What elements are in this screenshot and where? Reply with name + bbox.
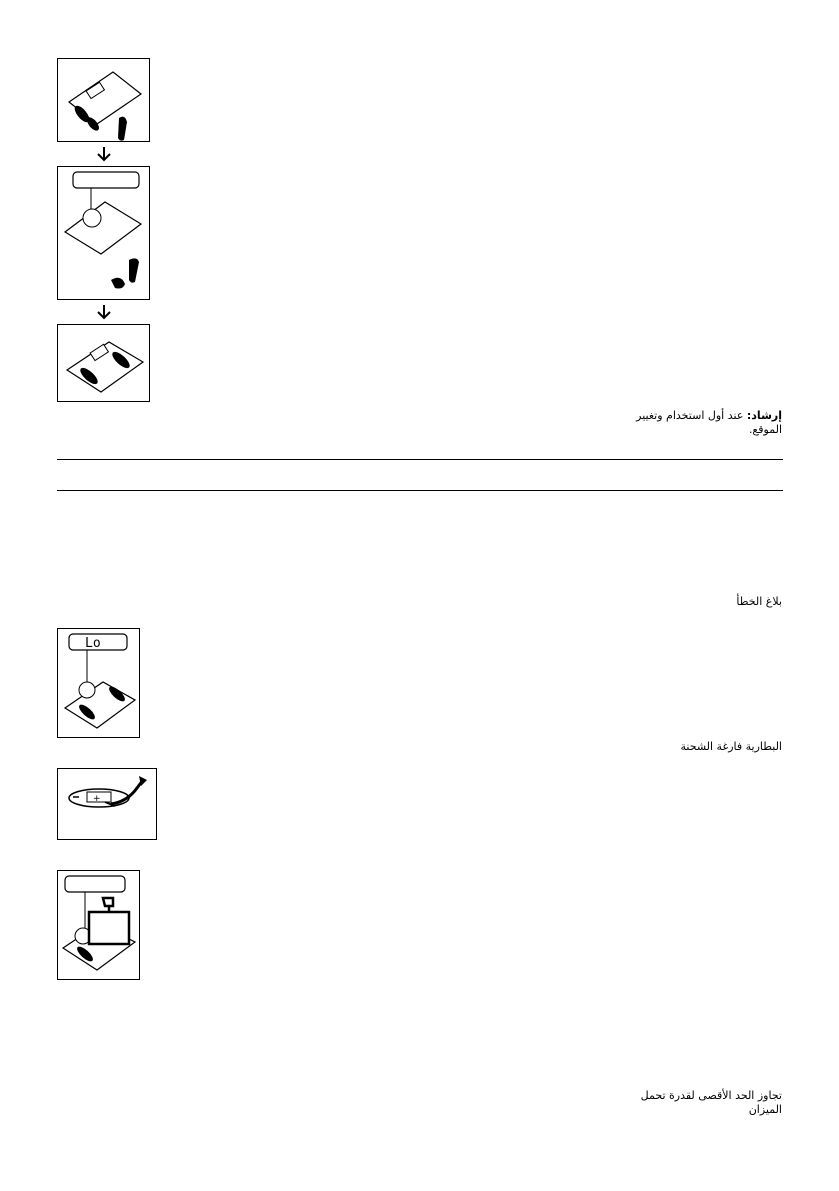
error-report-heading: بلاغ الخطأ [736,595,782,608]
down-arrow-icon [97,146,111,166]
scale-standing-figure [57,324,150,402]
tip-line-1: عند أول استخدام وتغيير [636,409,744,422]
battery-figure [57,768,157,840]
scale-lo-display-icon [57,628,140,738]
overload-line-1: تجاوز الحد الأقصى لقدرة تحمل [640,1089,782,1102]
scale-display-figure [57,166,150,300]
tip-paragraph [636,409,782,437]
scale-overload-weight-icon [57,870,140,980]
divider-bottom [57,490,783,491]
tip-label: إرشاد: [746,409,782,422]
scale-standing-icon [57,324,150,402]
tip-line-2: الموقع. [748,423,782,436]
scale-step-on-figure [57,58,150,142]
lo-display-text: Lo [85,636,101,651]
overload-paragraph [641,1089,782,1117]
battery-replace-icon [57,768,157,840]
divider-top [57,459,783,460]
overload-line-2: الميزان [748,1103,782,1116]
down-arrow-icon [97,304,111,324]
scale-display-step-off-icon [57,166,150,300]
overload-figure [57,870,140,980]
scale-step-on-icon [57,58,150,142]
battery-empty-label: البطارية فارغة الشحنة [680,740,782,753]
scale-lo-figure [57,628,140,738]
svg-text:+: + [93,794,101,804]
